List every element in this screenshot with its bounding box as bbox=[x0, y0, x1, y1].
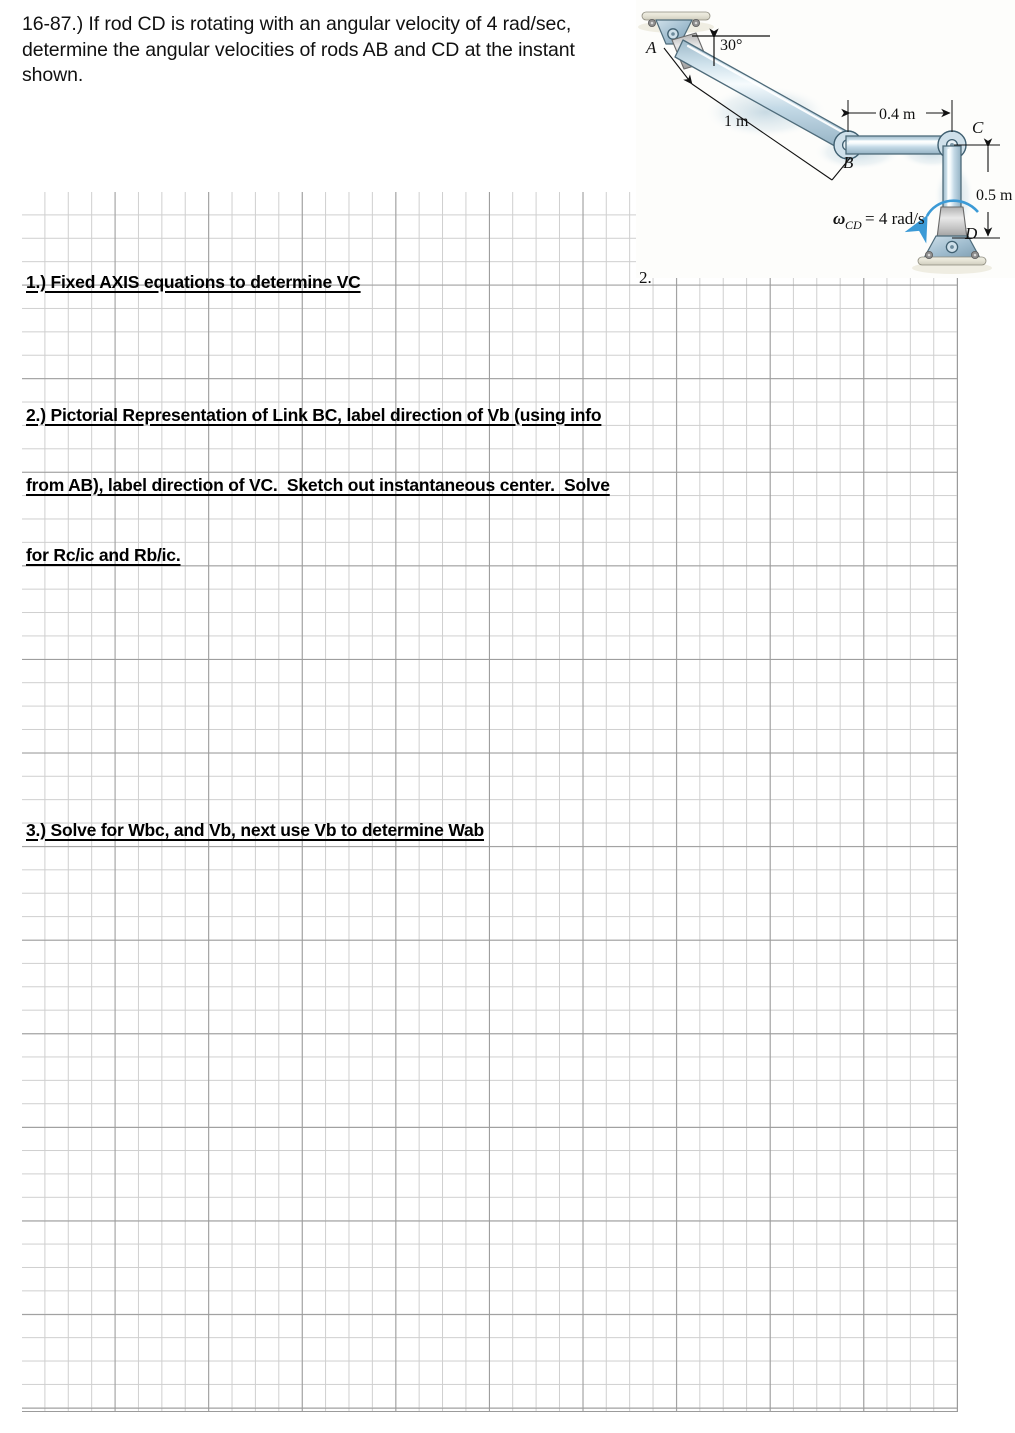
note-block-1 bbox=[26, 224, 361, 318]
note-line: 2.) Pictorial Representation of Link BC, label direction of Vb (using info bbox=[26, 404, 602, 425]
dimension-label-04m: 0.4 m bbox=[879, 106, 916, 123]
joint-label-b: B bbox=[843, 153, 854, 172]
problem-statement: 16-87.) If rod CD is rotating with an angular velocity of 4 rad/sec, determine the angular velocities of rods AB and CD at the instant shown. bbox=[22, 13, 575, 86]
note-line: 3.) Solve for Wbc, and Vb, next use Vb to determine Wab bbox=[26, 819, 485, 840]
dimension-label-05m: 0.5 m bbox=[976, 187, 1013, 204]
rod-cd-collar bbox=[937, 207, 967, 238]
clipped-text-fragment: 2. bbox=[639, 268, 652, 287]
omega-subscript: CD bbox=[845, 218, 862, 232]
joint-label-d: D bbox=[965, 224, 978, 243]
note-line: from AB), label direction of VC. Sketch out instantaneous center. Solve bbox=[26, 475, 610, 496]
rod-bc bbox=[846, 136, 950, 154]
note-line: 1.) Fixed AXIS equations to determine VC bbox=[26, 271, 361, 292]
support-d-bracket bbox=[912, 236, 992, 274]
joint-label-a: A bbox=[646, 38, 657, 57]
omega-cd-label bbox=[833, 209, 925, 232]
note-line: for Rc/ic and Rb/ic. bbox=[26, 545, 181, 566]
dimension-label-1m: 1 m bbox=[724, 113, 749, 130]
angle-label-30: 30° bbox=[720, 37, 743, 54]
note-block-3 bbox=[26, 772, 484, 866]
joint-label-c: C bbox=[972, 118, 984, 137]
omega-value: = 4 rad/s bbox=[865, 209, 925, 228]
omega-symbol: ω bbox=[833, 209, 846, 228]
note-block-2 bbox=[26, 357, 610, 591]
mechanism-diagram bbox=[636, 0, 1015, 287]
